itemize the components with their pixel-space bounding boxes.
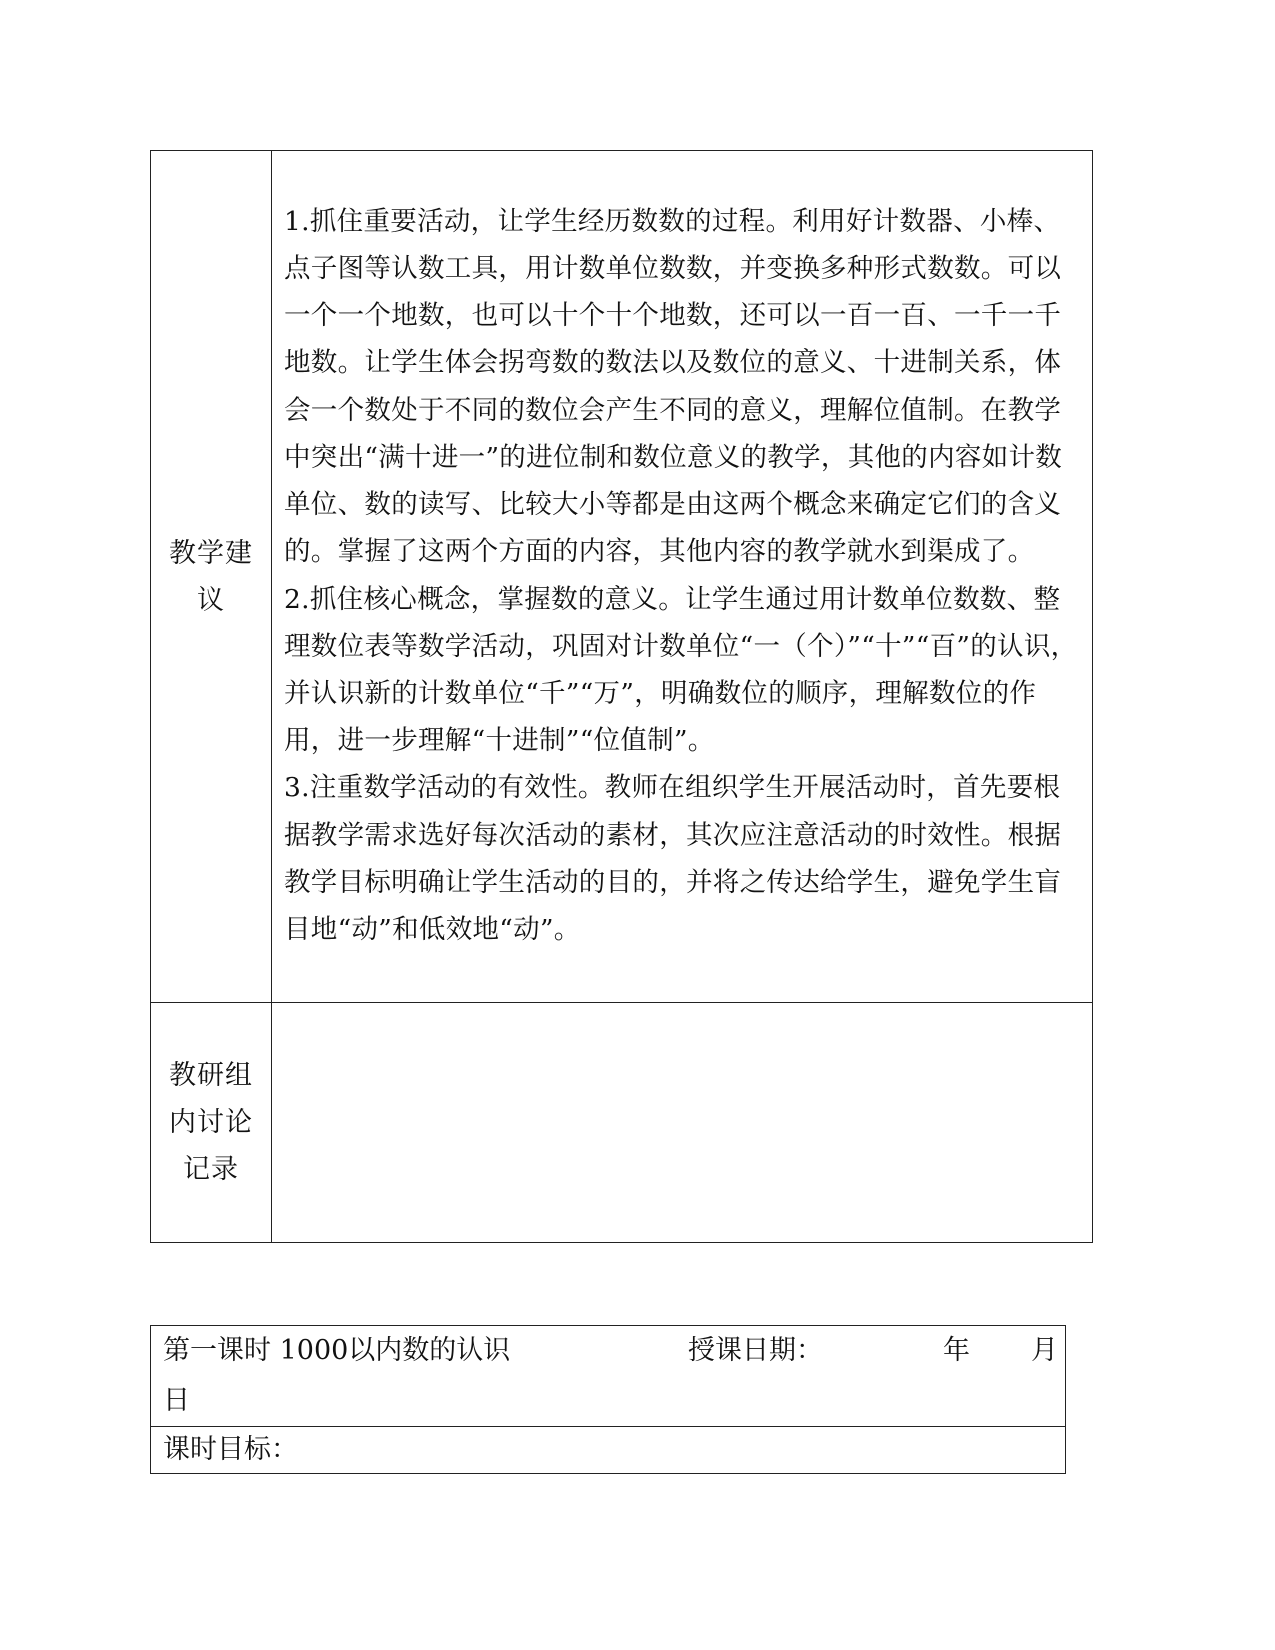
suggestion-row xyxy=(151,151,1093,1003)
discussion-content-cell xyxy=(272,1003,1093,1243)
discussion-row xyxy=(151,1003,1093,1243)
month-label: 月 xyxy=(1031,1335,1058,1366)
lesson-plan-table xyxy=(150,1325,1066,1474)
lesson-header-row xyxy=(151,1326,1066,1427)
lesson-header-cell xyxy=(151,1326,1066,1427)
discussion-label: 教研组内讨论记录 xyxy=(169,1060,253,1185)
day-label: 日 xyxy=(163,1385,190,1416)
discussion-label-cell xyxy=(151,1003,272,1243)
suggestion-paragraph-3: 3.注重数学活动的有效性。教师在组织学生开展活动时，首先要根据教学需求选好每次活动的素材，其次应注意活动的时效性。根据教学目标明确让学生活动的目的，并将之传达给学生，避免学生盲目地“动”和低效地“动”。 xyxy=(284,772,1062,945)
suggestion-paragraph-1: 1.抓住重要活动，让学生经历数数的过程。利用好计数器、小棒、点子图等认数工具，用计数单位数数，并变换多种形式数数。可以一个一个地数，也可以十个十个地数，还可以一百一百、一千一千地数。让学生体会拐弯数的数法以及数位的意义、十进制关系，体会一个数处于不同的数位会产生不同的意义，理解位值制。在教学中突出“满十进一”的进位制和数位意义的教学，其他的内容如计数单位、数的读写、比较大小等都是由这两个概念来确定它们的含义的。掌握了这两个方面的内容，其他内容的教学就水到渠成了。 xyxy=(284,205,1063,568)
teaching-suggestion-table xyxy=(150,150,1093,1243)
lesson-objective-row xyxy=(151,1427,1066,1474)
suggestion-paragraph-2: 2.抓住核心概念，掌握数的意义。让学生通过用计数单位数数、整理数位表等数学活动，巩固对计数单位“一（个）”“十”“百”的认识，并认识新的计数单位“千”“万”，明确数位的顺序，理解数位的作用，进一步理解“十进制”“位值制”。 xyxy=(284,583,1078,757)
suggestion-content-cell xyxy=(272,151,1093,1003)
suggestion-label: 教学建议 xyxy=(169,537,253,616)
lesson-title: 第一课时 1000以内数的认识 xyxy=(163,1335,511,1366)
year-label: 年 xyxy=(943,1335,970,1366)
suggestion-label-cell xyxy=(151,151,272,1003)
lesson-objective-label: 课时目标： xyxy=(151,1427,1066,1474)
lesson-header-line xyxy=(163,1326,1058,1376)
teaching-date-label: 授课日期： xyxy=(688,1335,823,1366)
